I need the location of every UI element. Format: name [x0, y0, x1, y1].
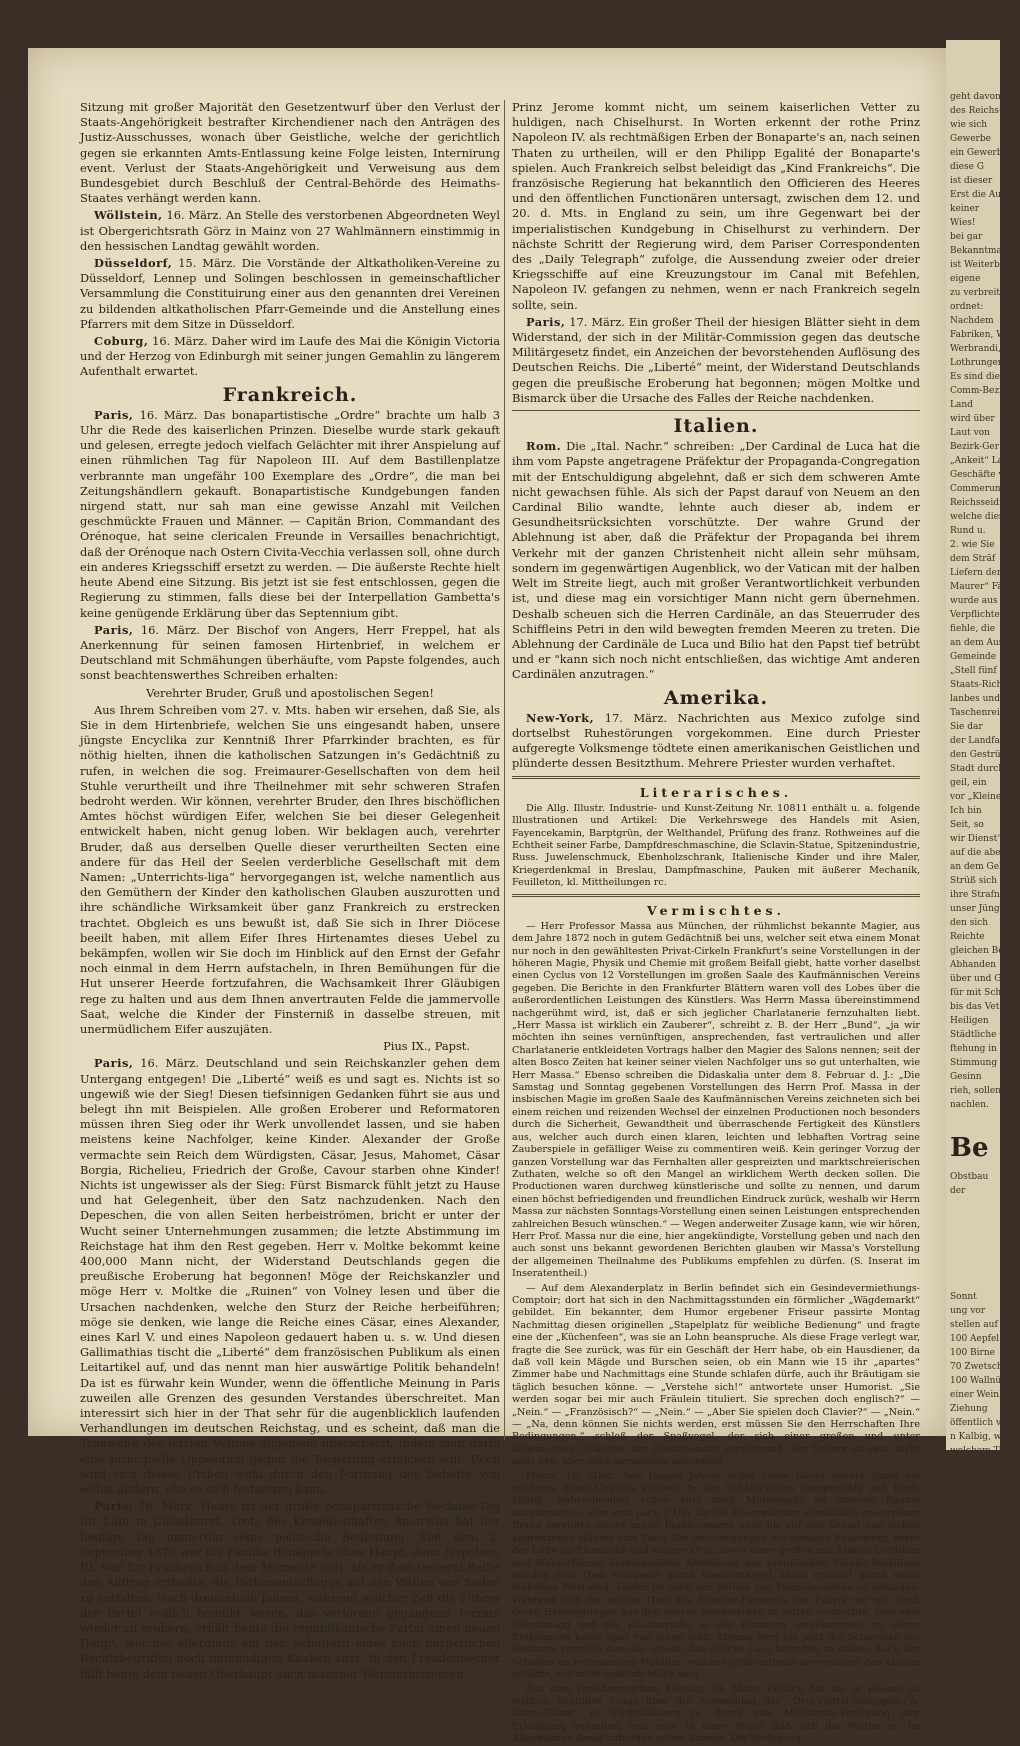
edge-line: der: [950, 1186, 966, 1196]
edge-line: 2. wie Sie: [950, 540, 995, 550]
edge-line: stellen auf der: [950, 1320, 1017, 1330]
article-text: 15. März. Die Vorstände der Altkatholiken-Vereine zu Düsseldorf, Lennep und Solingen beschlossen in gemeinschaftlicher Versammlung die Constituirung einer aus den genannten drei Vereinen zu bildenden altkatholischen Pfarr-Gemeinde und die Anstellung eines Pfarrers mit dem Sitze in Düsseldorf.: [80, 256, 501, 331]
article-paragraph: [80, 334, 500, 380]
edge-line: des Reichs-Ges: [950, 106, 1020, 116]
edge-line: Maurer“ Fässe: [950, 582, 1018, 592]
dateline: Rom.: [526, 439, 562, 454]
edge-line: an dem Aus: [950, 638, 1004, 648]
edge-line: ist Weiterbes: [950, 260, 1010, 270]
letter-salutation: Verehrter Bruder, Gruß und apostolischen Segen!: [146, 685, 434, 700]
section-divider: [512, 894, 920, 897]
edge-line: Commerun: [950, 484, 1001, 494]
article-paragraph: [512, 439, 920, 682]
edge-line: Stimmung: [950, 1058, 998, 1068]
edge-line: Strüß sich: [950, 876, 998, 886]
edge-line: Abhanden: [950, 960, 997, 970]
edge-line: an dem Gebit: [950, 862, 1012, 872]
edge-line: Sonnt: [950, 1292, 977, 1302]
article-paragraph: Prinz Jerome kommt nicht, um seinem kaiserlichen Vetter zu huldigen, nach Chiselhurst. In Worten erkennt der rothe Prinz Napoleon IV. als rechtmäßigen Erben der Bonaparte's an, nach seinen Thaten zu urtheilen, will er den Philipp Egalité der Bonaparte's spielen. Auch Frankreich selbst beleidigt das „Kind Frankreichs“. Die französische Regierung hat bekanntlich den Officieren des Heeres und den öffentlichen Functionären untersagt, zwischen dem 12. und 20. d. Mts. in England zu sein, um ihre Gegenwart bei der imperialistischen Kundgebung in Chiselhurst zu verhindern. Der nächste Schritt der Regierung wird, dem Pariser Correspondenten des „Daily Telegraph“ zufolge, die Aussendung zweier oder dreier Kriegsschiffe auf eine Kreuzungstour im Canal mit Befehlen, Napoleon IV. gefangen zu nehmen, wenn er nach Frankreich segeln sollte, sein.: [512, 100, 920, 312]
dateline: Düsseldorf,: [94, 256, 173, 271]
letter-body: Aus Ihrem Schreiben vom 27. v. Mts. haben wir ersehen, daß Sie, als Sie in dem Hirtenbriefe, welchen Sie uns eingesandt haben, unsere jüngste Encyclika zur Kenntniß Ihrer Pfarrkinder brachten, es für nöthig hielten, ihnen die katholischen Satzungen in's Gedächtniß zu rufen, in welchen die sog. Freimaurer-Gesellschaften von dem heil Stuhle verurtheilt und ihre Theilnehmer mit sehr schweren Strafen bedroht werden. Wir können, verehrter Bruder, den Ihres bischöflichen Amtes höchst würdigen Eifer, welchen Sie bei dieser Gelegenheit entwickelt haben, nicht genug loben. Wir beklagen auch, verehrter Bruder, daß aus derselben Quelle dieser verurtheilten Secten eine andere für das Heil der Seelen verderbliche Gesellschaft mit dem Namen: „Unterrichts-liga“ hervorgegangen ist, welche namentlich aus den Gemüthern der Kinder den katholischen Glauben auszurotten und ihre schändliche Wirksamkeit über ganz Frankreich zu erstrecken trachtet. Obgleich es uns bewußt ist, daß Sie sich in Ihrer Diöcese beeilt haben, mit allem Eifer Ihres Hirtenamtes dieses Uebel zu bekämpfen, wollen wir Sie doch im Hinblick auf den Ernst der Gefahr noch einmal in dem Herrn aufstacheln, in Ihren Bemühungen für die Hut unserer Heerde fortzufahren, die Wachsamkeit Ihrer Gläubigen rege zu halten und aus dem Ihnen anvertrauten Felde die jammervolle Saat, welche die Kinder der Finsterniß in dasselbe streuen, mit unermüdlichem Eifer auszujäten.: [80, 702, 500, 1036]
article-paragraph: [80, 1499, 500, 1681]
section-heading-vermischtes: Vermischtes.: [647, 902, 785, 918]
edge-line: Erst die Aus: [950, 190, 1006, 200]
edge-line: den sich: [950, 918, 989, 928]
edge-line: Seit, so: [950, 820, 984, 830]
dateline: Paris,: [526, 314, 566, 329]
section-heading-amerika: Amerika.: [663, 686, 769, 709]
edge-line: Liefern der: [950, 568, 1002, 578]
edge-line: Ziehung: [950, 1404, 988, 1414]
article-text: 16. März. An Stelle des verstorbenen Abgeordneten Weyl ist Obergerichtsrath Görz in Mainz von 27 Wahlmännern einstimmig in den hessischen Landtag gewählt worden.: [80, 208, 500, 253]
edge-line: 100 Aepfel: [950, 1334, 1000, 1344]
edge-line: diese G: [950, 162, 984, 172]
edge-text-block: [946, 1290, 1019, 1542]
edge-line: öffentlich verst: [950, 1418, 1019, 1428]
edge-line: wir Dienst“: [950, 834, 1002, 844]
article-paragraph: Mainz, 15. März. Seit langen Jahren sollte heute Nacht unsere Stadt ein größeres Brand-Unglück erleben. In der Schäfer'schen Dampfmühle und Brod-Fabrik, wahrscheinlich schon kurz nach Mitternacht im unteren Raume ausgebrochen, aber erst nach 2 Uhr für die Feuerwächter signalfähig gewordener Brand zerstörte dieses große Etablissement ganz bis auf den Grund und sieben angrenzende Häuser zum Theil. Die Anstrengungen der hiesigen Feuerwehr, derer der Ludwigs-Eisenbahn und einiger Orte, sowie einer großen mit Arbeits-Geräthen und Wasserfuhren herbeigeeilten Abtheilung des preußischen Pionier-Bataillons wurden zum Theil erschwert durch Wassermangel, theils erreicht durch einen lebhaften Westwind. Leider ist auch der Verlust von Menschenleben zu beklagen. Während sich der größte Theil des Arbeiter-Personals der Fabrik nur mit Noth durch Herabspringen aus den oberen Stockwerken zu retten vermochte, fand eine Dienstmagd und der Hausbursche in den Flammen umgekommen, zu deren Entkommen keine Spur von ihnen fehlt; ebenso wird bis jetzt die Schwester des Besitzers vermißt; dieselbe scheint das gleiche Loos betroffen zu haben. Auch der Schaden an verbranntem Mobiliar, welches größtentheils unversichert den Leuten gehörte, soll nicht unbeträchtlich sein.: [512, 1470, 920, 1681]
edge-line: 70 Zwetsche: [950, 1362, 1008, 1372]
edge-line: Werbrandi, d.: [950, 344, 1013, 354]
edge-line: Laut von: [950, 428, 990, 438]
dateline: Paris,: [94, 407, 134, 422]
section-divider: [512, 410, 920, 411]
edge-line: auf die aber: [950, 848, 1005, 858]
edge-line: (2400): [950, 1530, 980, 1540]
edge-line: 100 Wallnü: [950, 1376, 1002, 1386]
edge-line: Taschenrein: [950, 708, 1006, 718]
edge-line: 100 Birne: [950, 1348, 995, 1358]
article-paragraph: Sitzung mit großer Majorität den Gesetzentwurf über den Verlust der Staats-Angehörigkeit bestrafter Kirchendiener nach den Anträgen des Justiz-Ausschusses, wonach über Geistliche, welche der gerichtlich gegen sie erkannten Amts-Entlassung keine Folge leisten, Internirung event. Verlust der Staats-Angehörigkeit und Verweisung aus dem Bundesgebiet durch Beschluß der Central-Behörde des Heimaths-Staates verhängt werden kann.: [80, 100, 500, 206]
section-heading-frankreich: Frankreich.: [222, 383, 358, 406]
edge-line: n Kalbig, wer: [950, 1432, 1012, 1442]
edge-line: ung vor: [950, 1306, 986, 1316]
edge-line: Geschäfte ver: [950, 470, 1014, 480]
article-text: 16. März. Der Bischof von Angers, Herr Freppel, hat als Anerkennung für seinen famosen Hirtenbrief, in welchem er Deutschland mit Schmähungen überhäufte, vom Papste folgendes, auch sonst beachtenswerthes Schreiben erhalten:: [80, 622, 500, 683]
section-heading-italien: Italien.: [673, 415, 759, 438]
edge-line: fiehle, die: [950, 624, 996, 634]
article-paragraph: [80, 623, 500, 684]
edge-line: Es sind diese: [950, 372, 1010, 382]
edge-line: wird über: [950, 414, 995, 424]
edge-line: Bekanntmach: [950, 246, 1013, 256]
dateline: Paris,: [94, 1499, 134, 1514]
article-paragraph: Aus dem Großherzogthum Hessen, 14. März. Endlich hat die in Hessen so vielfach ventilirte Frage über die Anwendung der „Drei-Viertel-Schoppen-(¾-Liter-)Gläser“ in Wirthshäusern rc. durch eine Ministerial-Verfügung ihre Erledigung gefunden, und zwar in einer Weise, daß sich die Wirthe rc. im Allgemeinen damit zufrieden geben können. Die Verfügung: [512, 1683, 920, 1745]
edge-line: ordnet:: [950, 302, 984, 312]
article-paragraph: — Herr Professor Massa aus München, der rühmlichst bekannte Magier, aus dem Jahre 1872 noch in gutem Gedächtniß bei uns, welcher seit etwa einem Monat nur noch in den gewähltesten Privat-Cirkeln Frankfurt's seine Vorstellungen in der höheren Magie, Physik und Chemie mit großem Beifall giebt, hatte vorher daselbst einen Cyclus von 12 Vorstellungen im großen Saale des Kaufmännischen Vereins gegeben. Die Berichte in den Frankfurter Blättern waren voll des Lobes über die außerordentlichen Leistungen des Künstlers. Was Herrn Massa übereinstimmend nachgerühmt wird, ist, daß er sich jeglicher Charlatanerie fernzuhalten liebt. „Herr Massa ist wirklich ein Zauberer“, schreibt z. B. der Herr „Bund“, „ja wir möchten ihn seines vernünftigen, ansprechenden, fast vertraulichen und aller Charlatanerie entkleideten Vortrags halber den Magier des Salons nennen; seit der alten Bosco Zeiten hat keiner seiner vielen Nachfolger uns so gut unterhalten, wie Herr Massa.“ Ebenso schreiben die Didaskalia unter dem 8. Februar d. J.: „Die Samstag und Sonntag gegebenen Vorstellungen des Herrn Prof. Massa in der insbischen Magie im großen Saale des Kaufmännischen Vereins zeichneten sich bei einem reichen und reizenden Wechsel der einzelnen Productionen noch besonders durch die Sicherheit, Gewandtheit und überraschende Fertigkeit des Künstlers aus, welcher auch durch einen klaren, leichten und lebhaften Vortrag seine Zauberspiele in gefälliger Weise zu commentiren weiß. Kein geringer Vorzug der ganzen Vorstellung war das Fernhalten aller gespreizten und marktschreierischen Zuthaten, welche so oft den Mangel an wirklichem Werth decken sollen. Die Productionen waren durchweg künstlerische und sollte zu nennen, und darum einen höchst befriedigenden und freundlichen Eindruck zurück, weshalb wir Herrn Massa zur nächsten Sonntags-Vorstellung einen seinen Leistungen entsprechenden zahlreichen Besuch wünschen.“ — Wegen anderweiter Zusage kann, wie wir hören, Herr Prof. Massa nur die eine, hier angekündigte, Vorstellung geben und nach den auch sonst uns bekannt gewordenen Berichten glauben wir Massa's Vorstellung der allgemeinen Theilnahme des Publikums empfehlen zu dürfen. (S. Inserat im Inseratentheil.): [512, 920, 920, 1280]
letter-signature: Pius IX., Papst.: [383, 1039, 470, 1054]
edge-line: unser Jünge: [950, 904, 1005, 914]
edge-line: welchem Tag: [950, 1446, 1010, 1456]
article-paragraph: [512, 315, 920, 406]
edge-line: zu verbreite: [950, 288, 1006, 298]
edge-line: eingeschnau: [950, 1488, 1008, 1498]
edge-line: Gemeinde: [950, 652, 997, 662]
article-paragraph: Die Allg. Illustr. Industrie- und Kunst-Zeitung Nr. 10811 enthält u. a. folgende Illustrationen und Artikel: Die Verkehrswege des Handels mit Asien, Fayencekamin, Barptgrün, der Welthandel, Prüfung des franz. Rothweines auf die Echtheit seiner Farbe, Dampfdreschmaschine, die Sclavin-Statue, Spitzenindustrie, Russ. Juwelenschmuck, Ebenholzschrank, Italienische Kinder und ihre Maler, Kriegerdenkmal in Breslau, Dampfmaschine, Pauken mit äußerer Mechanik, Feuilleton, kl. Mittheilungen rc.: [512, 802, 920, 889]
edge-line: Stadt durch: [950, 764, 1005, 774]
edge-line: Wies!: [950, 218, 976, 228]
edge-line: vor „Kleiner: [950, 792, 1006, 802]
section-divider: [512, 776, 920, 779]
edge-line: Comm-Bezirk: [950, 386, 1012, 396]
edge-line: Rund u.: [950, 526, 986, 536]
edge-line: für mit Scha: [950, 988, 1007, 998]
edge-line: Land: [950, 400, 973, 410]
column-rule: [504, 100, 505, 1440]
edge-line: Staats-Richt: [950, 680, 1006, 690]
right-column: [512, 100, 920, 1745]
edge-line: wurde aus: [950, 596, 998, 606]
dateline: New-York,: [526, 710, 595, 725]
edge-line: bis das Vet: [950, 1002, 1000, 1012]
article-text: 16. März. Deutschland und sein Reichskanzler gehen dem Untergang entgegen! Die „Liberté“ weiß es und sagt es. Nichts ist so ungewiß wie der Sieg! Diesen tiefsinnigen Gedanken führt sie aus und belegt ihn mit Beispielen. Alle großen Eroberer und Reformatoren müssen ihren Sieg oder ihr Werk unvollendet lassen, und sie haben meistens keine Nachfolger, keine Kinder. Alexander der Große vermachte sein Reich dem Würdigsten, Cäsar, Jesus, Mahomet, Cäsar Borgia, Richelieu, Friedrich der Große, Cavour starben ohne Kinder! Nichts ist ungewisser als der Sieg: Fürst Bismarck fühlt jetzt zu Hause und hat Gelegenheit, über den Satz nachzudenken. Nach den Depeschen, die von allen Seiten herbeiströmen, bricht er unter der Wucht seiner Unternehmungen zusammen; die letzte Abstimmung im Reichstage hat ihm den Rest gegeben. Herr v. Moltke bekommt keine 400,000 Mann nicht, der Widerstand Deutschlands gegen die preußische Eroberung hat begonnen! Möge der Reichskanzler und möge Herr v. Moltke die „Ruinen“ von Volney lesen und über die Ursachen nachdenken, welche den Sturz der Reiche herbeiführen; möge sie denken, wie lange die Reiche eines Cäsar, eines Alexander, eines Karl V. und eines Napoleon gedauert haben u. s. w. Und diesen Gallimathias tischt die „Liberté“ dem französischen Publikum als einen Leitartikel auf, und das nennt man hier auswärtige Politik behandeln! Da ist es fürwahr kein Wunder, wenn die öffentliche Meinung in Paris zuweilen alle Grenzen des gesunden Verstandes überschreitet. Man interessirt sich hier in der That sehr für die augenblicklich laufenden Verhandlungen im deutschen Reichstag, und es scheint, daß man die Tragweite des letzten Votums allgemein überschätzt, indem man darin eine principielle Opposition gegen die Regierung erblicken will. Doch wird sich dieses Urtheil wohl durch den Fortgang der Debatte von selbst ändern, ehe es sich festsetzen kann.: [80, 1056, 500, 1497]
edge-text-block: [946, 1170, 1000, 1198]
left-column: [80, 100, 501, 1681]
article-paragraph: — Auf dem Alexanderplatz in Berlin befindet sich ein Gesindevermiethungs-Comptoir; dort hat sich in den Nachmittagsstunden ein förmlicher „Wägdemarkt“ gebildet. Ein bekannter, dem Humor ergebener Friseur passirte Montag Nachmittag diesen originellen „Stapelplatz für weibliche Bedienung“ und fragte eine der „Küchenfeen“, was sie an Lohn beanspruche. Als diese Frage verlegt war, fragte die See zurück, was für ein Geschäft der Herr habe, ob ein Hausdiener, da daß voll kein Mägde und Burschen seien, ob ein Mann wie 15 ihr „apartes“ Zimmer habe und Nachmittags eine Stunde schlafen dürfe, auch ihr Bräutigam sie täglich besuchen könne. — „Verstehe sich!“ antwortete unser Humorist. „Sie werden sogar bei mir auch Fräulein tituliert. Sie sprechen doch englisch?“ — „Nein.“ — „Französisch?“ — „Nein.“ — „Aber Sie spielen doch Clavier?“ — „Nein.“ — „Na, denn können Sie nichts werden, erst müssen Sie den Herrschaften Ihre Bedingungen,“ schloß der Spaßvogel, der sich einer großen und unter allgemeinem Gelächter der Umstehenden verschwand. Der Scherz ist zwar nicht ganz neu, aber doch wenigstens zeitgemäß.: [512, 1282, 920, 1468]
edge-line: Städtliche Ga: [950, 1030, 1012, 1040]
edge-line: nachlen.: [950, 1100, 989, 1110]
article-paragraph: [80, 256, 500, 332]
edge-line: gleichen Bezug: [950, 946, 1020, 956]
edge-text-block: [946, 90, 1020, 1112]
edge-line: ftehung in: [950, 1044, 997, 1054]
article-text: 17. März. Nachrichten aus Mexico zufolge sind dortselbst Ruhestörungen vorgekommen. Eine durch Priester aufgeregte Volksmenge tödtete einen amerikanischen Geistlichen und plünderte dessen Besitzthum. Mehrere Priester wurden verhaftet.: [512, 710, 920, 771]
article-text: 16. März. Heute ist der große bonapartistische Reclame-Tag für Lulu in Chiselhurst. Trotz des Kemödienhaften Anstrichs hat der heutige Tag immerhin seine politische Bedeutung. Seit dem 2. September 1870 war die Familie Bonaparte ohne Haupt, denn Napoleon III. war für Frankreich in dem Momente todt, als er dem General Reille den Auftrag ertheilte, die Parlamentärflagge auf den Wällen von Sedan zu entfalten. Nach dreieinhalb Jahren, während welcher Zeit die Führer der Partei redlich bemüht waren, das verlorene gegangene Terrain wieder zu erobern, erhält heute die republikanische Partei einen neuen Haupt, welches allerdings auf den Schultern eines nach bürgerlichen Rechtsbegriffen noch unmündigen Knaben sitzt. In den Freudenbecher fällt heute dem neuen Oberhaupt auch mancher Wermuthstropfen.: [80, 1499, 500, 1681]
edge-line: dem Sträf: [950, 554, 996, 564]
edge-line: bei gar: [950, 232, 983, 242]
edge-line: Gesinn: [950, 1072, 982, 1082]
edge-line: 1 50 Weiskrä: [950, 1474, 1010, 1484]
edge-line: über und Gul: [950, 974, 1011, 984]
edge-line: Gießen, am: [950, 1502, 1003, 1512]
edge-line: Reichsseidi: [950, 498, 1002, 508]
edge-line: keiner: [950, 204, 980, 214]
edge-line: geil, ein: [950, 778, 987, 788]
dateline: Paris,: [94, 622, 134, 637]
edge-line: Fabriken, Wer: [950, 330, 1015, 340]
dateline: Wöllstein,: [94, 208, 163, 223]
edge-line: einer Weinbe: [950, 1390, 1011, 1400]
edge-line: „Ankeit“ Lan: [950, 456, 1009, 466]
edge-line: der Landfa: [950, 736, 1000, 746]
edge-line: rieh, sollen: [950, 1086, 1001, 1096]
edge-line: Bezirk-Ger: [950, 442, 1000, 452]
article-paragraph: [80, 408, 500, 621]
edge-line: wie sich: [950, 120, 988, 130]
edge-line: eigene: [950, 274, 981, 284]
edge-line: Nachdem: [950, 316, 994, 326]
edge-line: Heiligen: [950, 1016, 989, 1026]
article-text: Die „Ital. Nachr.“ schreiben: „Der Cardinal de Luca hat die ihm vom Papste angetragene Präfektur der Propaganda-Congregation mit der Entschuldigung abgelehnt, daß er sich dem schweren Amte nicht gewachsen fühle. Als sich der Papst darauf von Neuem an den Cardinal Bilio wandte, lehnte auch dieser ab, indem er Gesundheitsrücksichten vorschützte. Der wahre Grund der Ablehnung ist aber, daß die Präfektur der Propaganda bei ihrem Verkehr mit der ganzen Christenheit nicht allein sehr mühsam, sondern im gegenwärtigen Augenblick, wo der Vatican mit der halben Welt im Streite liegt, auch mit großer Verantwortlichkeit verbunden ist, und diese mag ein vorsichtiger Mann nicht gern übernehmen. Deshalb scheuen sich die Herren Cardinäle, an das Steuerruder des Schiffleins Petri in den wild bewegten fremden Meeren zu treten. Die Ablehnung der Cardinäle de Luca und Bilio hat den Papst tief betrübt und er "kann sich noch nicht entschließen, das wichtige Amt anderen Cardinälen anzutragen.“: [512, 439, 920, 682]
edge-line: lanbes und: [950, 694, 1000, 704]
adjacent-page-edge: [946, 40, 1020, 1540]
edge-line: Reichte: [950, 932, 985, 942]
edge-line: ein Gewerbe: [950, 148, 1008, 158]
dateline: Paris,: [94, 1056, 134, 1071]
edge-line: den Gestrün: [950, 750, 1007, 760]
article-paragraph: [80, 208, 500, 254]
edge-line: Ich bin: [950, 806, 982, 816]
edge-line: Gewerbe: [950, 134, 991, 144]
article-paragraph: [80, 1056, 500, 1497]
edge-line: ist dieser: [950, 176, 993, 186]
section-heading-literarisches: Literarisches.: [639, 784, 793, 800]
dateline: Coburg,: [94, 334, 149, 349]
edge-line: Großherzogl: [950, 1516, 1008, 1526]
edge-heading: Be: [950, 1133, 989, 1163]
edge-line: ier Weissbau: [950, 1460, 1009, 1470]
article-text: 16. März. Das bonapartistische „Ordre“ brachte um halb 3 Uhr die Rede des kaiserlichen Prinzen. Dieselbe wurde stark gekauft und gelesen, erregte jedoch vielfach Gelächter mit ihrer Anspielung auf einen rühmlichen Tag für Napoleon III. Auf dem Bastillenplatze verbrannte man ungefähr 100 Exemplare des „Ordre“, die man bei Zeitungshändlern gekauft. Bonapartistische Kundgebungen fanden nirgend statt, nur sah man eine gewisse Anzahl mit Veilchen geschmückte Frauen und Männer. — Capitän Brion, Commandant des Orénoque, hat seine clericalen Freunde in Versailles benachrichtigt, daß der Orénoque nach Ostern Civita-Vecchia verlassen soll, ohne durch ein anderes Kriegsschiff ersetzt zu werden. — Die äußerste Rechte hielt heute Abend eine Sitzung. Bis jetzt ist sie fest entschlossen, gegen die Regierung zu stimmen, falls diese bei der Interpellation Gambetta's keine genügende Erklärung über das Septennium gibt.: [80, 407, 501, 620]
edge-line: geht davon: [950, 92, 1001, 102]
edge-line: welche dies: [950, 512, 1004, 522]
article-paragraph: [512, 711, 920, 772]
newspaper-page: [28, 48, 946, 1745]
edge-line: „Stell fünf: [950, 666, 997, 676]
edge-line: Lothrungen di: [950, 358, 1016, 368]
article-text: 17. März. Ein großer Theil der hiesigen Blätter sieht in dem Widerstand, der sich in der Militär-Commission gegen das deutsche Militärgesetz findet, ein Anzeichen der bevorstehenden Auflösung des Deutschen Reichs. Die „Liberté“ meint, der Widerstand Deutschlands gegen die preußische Eroberung hat begonnen; mögen Moltke und Bismarck über die Ursache des Falles der Reiche nachdenken.: [512, 314, 920, 405]
edge-line: Sie dar: [950, 722, 983, 732]
edge-line: Obstbau: [950, 1172, 989, 1182]
article-text: 16. März. Daher wird im Laufe des Mai die Königin Victoria und der Herzog von Edinburgh mit seiner jungen Gemahlin zu längerem Aufenthalt erwartet.: [80, 334, 500, 379]
edge-line: ihre Strafne: [950, 890, 1006, 900]
edge-line: Verpflichtet: [950, 610, 1004, 620]
